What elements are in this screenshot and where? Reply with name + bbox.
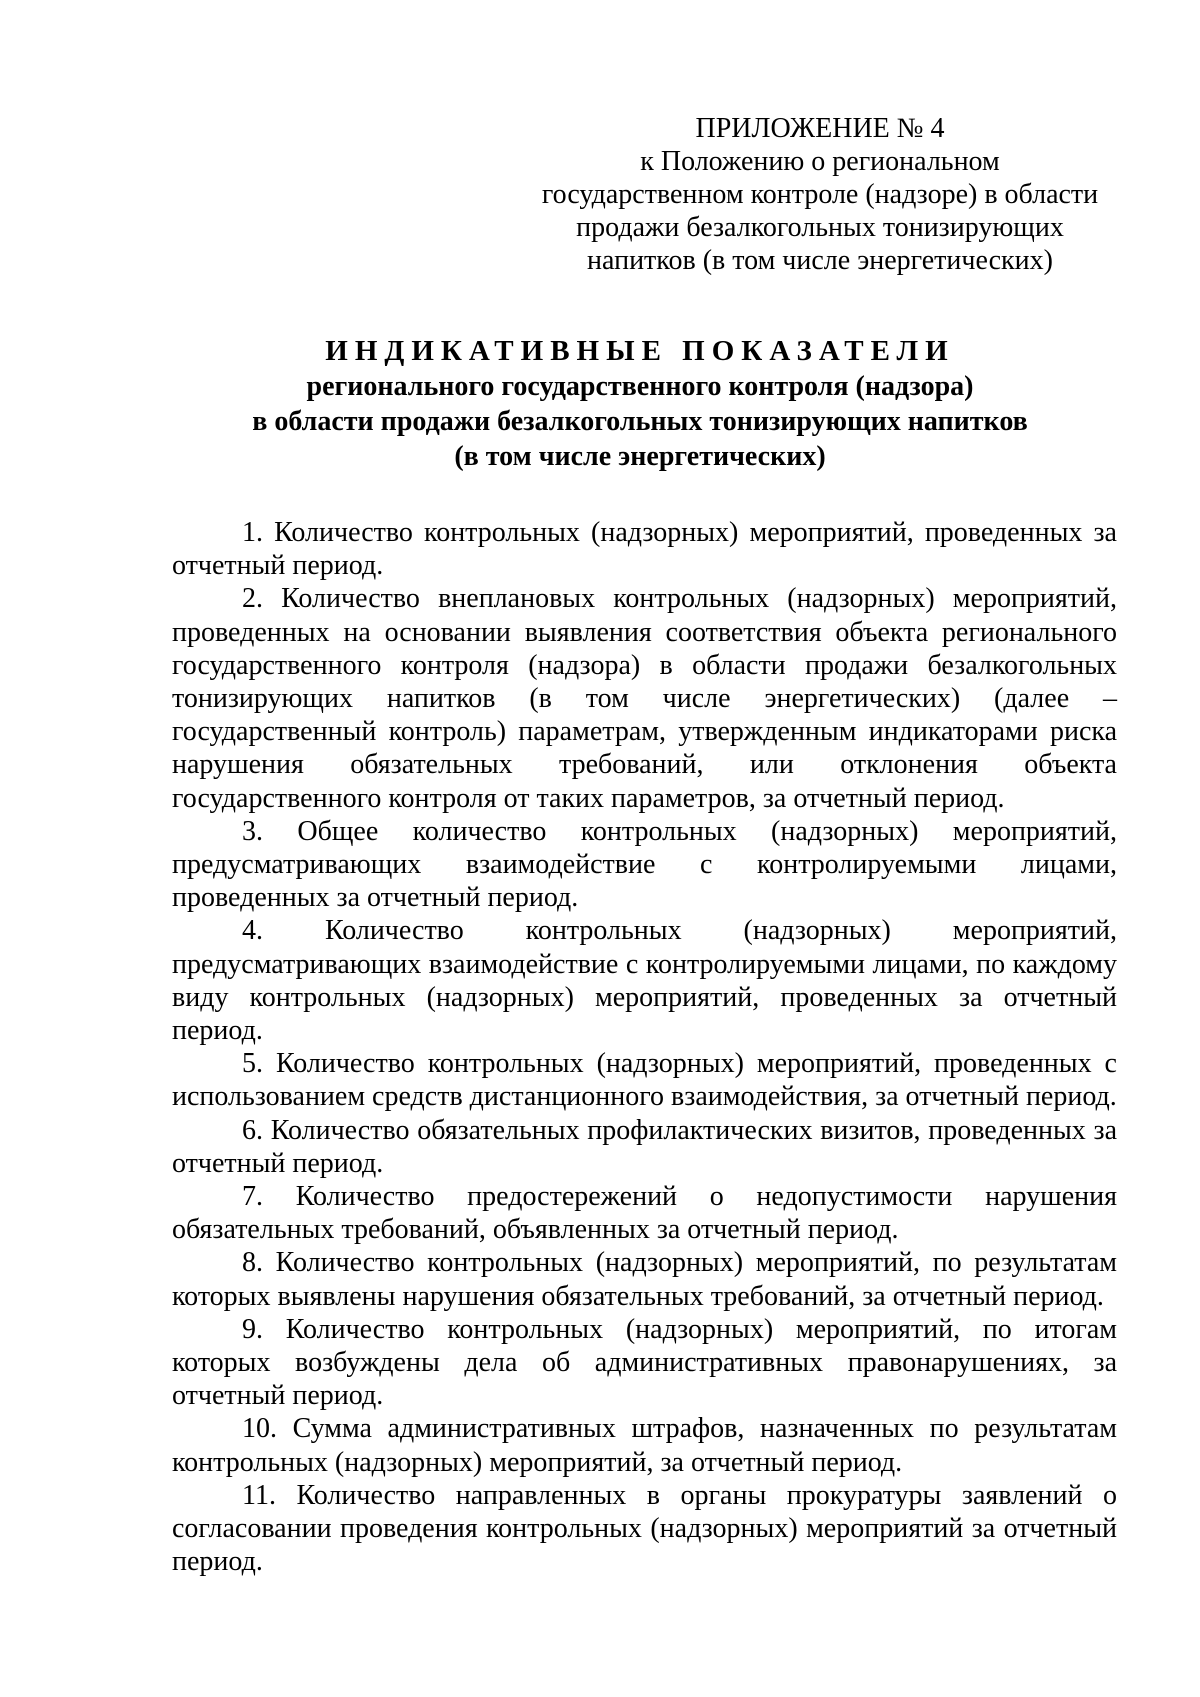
indicator-item: 11. Количество направленных в органы прокуратуры заявлений о согласовании проведения контрольных (надзорных) мероприятий за отчетный период. (172, 1479, 1117, 1578)
title-subtitle-line: в области продажи безалкогольных тонизирующих напитков (252, 406, 1028, 437)
indicator-item: 10. Сумма административных штрафов, назначенных по результатам контрольных (надзорных) мероприятий, за отчетный период. (172, 1413, 1117, 1478)
indicator-item: 9. Количество контрольных (надзорных) мероприятий, по итогам которых возбуждены дела об административных правонарушениях, за отчетный период. (172, 1313, 1117, 1412)
appendix-number: ПРИЛОЖЕНИЕ № 4 (695, 113, 945, 144)
title-subtitle-line: (в том числе энергетических) (454, 441, 826, 472)
indicator-item: 8. Количество контрольных (надзорных) мероприятий, по результатам которых выявлены нарушения обязательных требований, за отчетный период. (172, 1247, 1117, 1312)
appendix-header (540, 112, 1100, 277)
indicator-item: 2. Количество внеплановых контрольных (надзорных) мероприятий, проведенных на основании выявления соответствия объекта регионального государственного контроля (надзора) в области продажи безалкогольных тонизирующих напитков (в том числе энергетических) (далее – государственный контроль) параметрам, утвержденным индикаторами риска нарушения обязательных требований, или отклонения объекта государственного контроля от таких параметров, за отчетный период. (172, 583, 1117, 814)
title-heading: ИНДИКАТИВНЫЕ ПОКАЗАТЕЛИ (325, 335, 955, 367)
appendix-reference-line: к Положению о региональном (640, 146, 1000, 177)
indicator-item: 5. Количество контрольных (надзорных) мероприятий, проведенных с использованием средств дистанционного взаимодействия, за отчетный период. (172, 1048, 1117, 1113)
indicator-item: 6. Количество обязательных профилактических визитов, проведенных за отчетный период. (172, 1114, 1117, 1179)
indicator-item: 1. Количество контрольных (надзорных) мероприятий, проведенных за отчетный период. (172, 517, 1117, 582)
indicator-item: 3. Общее количество контрольных (надзорных) мероприятий, предусматривающих взаимодействие с контролируемыми лицами, проведенных за отчетный период. (172, 815, 1117, 914)
appendix-reference-line: государственном контроле (надзоре) в области (541, 179, 1099, 210)
indicator-list (172, 516, 1117, 1579)
title-subtitle-line: регионального государственного контроля (надзора) (306, 371, 974, 402)
appendix-reference-line: напитков (в том числе энергетических) (587, 245, 1053, 276)
indicator-item: 7. Количество предостережений о недопустимости нарушения обязательных требований, объявленных за отчетный период. (172, 1181, 1117, 1246)
appendix-reference-line: продажи безалкогольных тонизирующих (576, 212, 1064, 243)
document-title (170, 334, 1110, 474)
indicator-item: 4. Количество контрольных (надзорных) мероприятий, предусматривающих взаимодействие с контролируемыми лицами, по каждому виду контрольных (надзорных) мероприятий, проведенных за отчетный период. (172, 915, 1117, 1047)
